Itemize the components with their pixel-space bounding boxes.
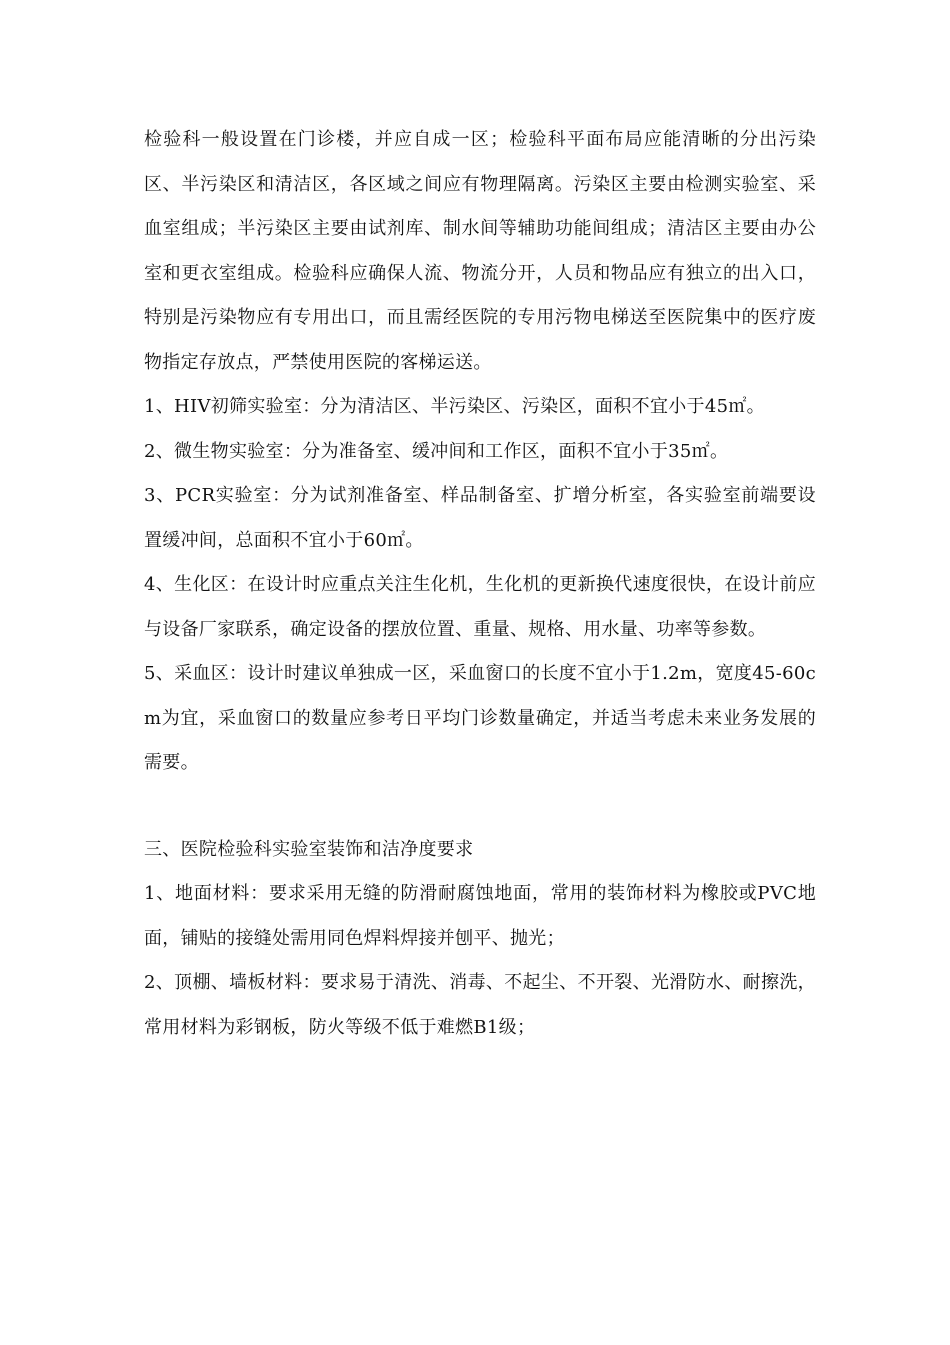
document-body: [144, 118, 816, 1050]
list-item-blood-collection-area: 5、采血区：设计时建议单独成一区，采血窗口的长度不宜小于1.2m，宽度45-60cm为宜，采血窗口的数量应参考日平均门诊数量确定，并适当考虑未来业务发展的需要。: [144, 663, 816, 773]
list-item-biochemistry-area: 4、生化区：在设计时应重点关注生化机，生化机的更新换代速度很快，在设计前应与设备厂家联系，确定设备的摆放位置、重量、规格、用水量、功率等参数。: [144, 574, 816, 640]
list-item-ceiling-wall-material: 2、顶棚、墙板材料：要求易于清洗、消毒、不起尘、不开裂、光滑防水、耐擦洗，常用材料为彩钢板，防火等级不低于难燃B1级；: [144, 972, 816, 1038]
list-item-microbiology-lab: 2、微生物实验室：分为准备室、缓冲间和工作区，面积不宜小于35㎡。: [144, 440, 729, 462]
list-item-floor-material: 1、地面材料：要求采用无缝的防滑耐腐蚀地面，常用的装饰材料为橡胶或PVC地面，铺贴的接缝处需用同色焊料焊接并刨平、抛光；: [144, 883, 816, 949]
intro-paragraph: 检验科一般设置在门诊楼，并应自成一区；检验科平面布局应能清晰的分出污染区、半污染区和清洁区，各区域之间应有物理隔离。污染区主要由检测实验室、采血室组成；半污染区主要由试剂库、制水间等辅助功能间组成；清洁区主要由办公室和更衣室组成。检验科应确保人流、物流分开，人员和物品应有独立的出入口，特别是污染物应有专用出口，而且需经医院的专用污物电梯送至医院集中的医疗废物指定存放点，严禁使用医院的客梯运送。: [144, 129, 816, 373]
section-heading: 三、医院检验科实验室装饰和洁净度要求: [144, 838, 474, 860]
section-spacer: [144, 786, 816, 828]
list-item-pcr-lab: 3、PCR实验室：分为试剂准备室、样品制备室、扩增分析室，各实验室前端要设置缓冲间，总面积不宜小于60㎡。: [144, 485, 816, 551]
list-item-hiv-lab: 1、HIV初筛实验室：分为清洁区、半污染区、污染区，面积不宜小于45㎡。: [144, 396, 765, 417]
